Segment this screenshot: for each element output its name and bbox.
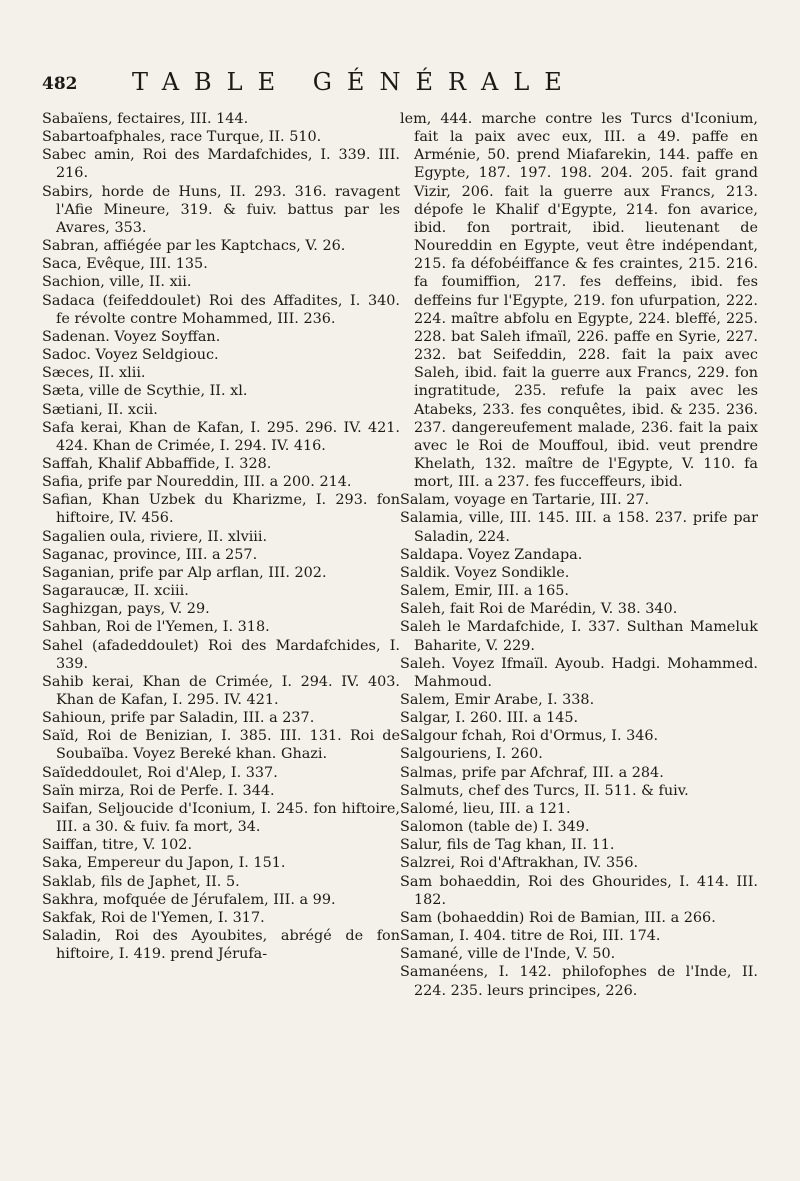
index-entry: Sætiani, II. xcii.	[42, 401, 158, 418]
index-entry: Safa kerai, Khan de Kafan, I. 295. 296. IV. 421. 424. Khan de Crimée, I. 294. IV. 416.	[42, 419, 400, 454]
index-entry: Sahioun, prife par Saladin, III. a 237.	[42, 710, 315, 727]
index-entry: Sagalien oula, riviere, II. xlviii.	[42, 528, 268, 545]
index-entry: Saca, Evêque, III. 135.	[42, 256, 208, 273]
index-entry: Sadenan. Voyez Soyffan.	[42, 328, 221, 345]
index-entry: Salgour fchah, Roi d'Ormus, I. 346.	[400, 728, 659, 745]
index-entry: Saganac, province, III. a 257.	[42, 546, 258, 563]
index-entry: Samanéens, I. 142. philofophes de l'Inde, II. 224. 235. leurs principes, 226.	[400, 964, 758, 999]
index-entry: Sabirs, horde de Huns, II. 293. 316. ravagent l'Afie Mineure, 319. & fuiv. battus par les Avares, 353.	[42, 183, 400, 236]
index-entry: Saiffan, titre, V. 102.	[42, 837, 193, 854]
index-entry: Sabartoafphales, race Turque, II. 510.	[42, 129, 322, 146]
index-entry: Salgar, I. 260. III. a 145.	[400, 710, 579, 727]
index-entry: Sabran, affiégée par les Kaptchacs, V. 26.	[42, 238, 346, 255]
index-entry: Sachion, ville, II. xii.	[42, 274, 192, 291]
index-entry: Sam bohaeddin, Roi des Ghourides, I. 414. III. 182.	[400, 873, 758, 908]
index-entry: Safian, Khan Uzbek du Kharizme, I. 293. fon hiftoire, IV. 456.	[42, 492, 400, 527]
index-entry: Saïn mirza, Roi de Perfe. I. 344.	[42, 782, 275, 799]
index-entry: Sagaraucæ, II. xciii.	[42, 583, 189, 600]
index-entry: Saleh. Voyez Ifmaïl. Ayoub. Hadgi. Mohammed. Mahmoud.	[400, 655, 758, 690]
index-entry: Sam (bohaeddin) Roi de Bamian, III. a 266.	[400, 909, 716, 926]
index-entry: Saleh le Mardafchide, I. 337. Sulthan Mameluk Baharite, V. 229.	[400, 619, 758, 654]
index-entry: Salem, Emir, III. a 165.	[400, 583, 569, 600]
index-entry: Salem, Emir Arabe, I. 338.	[400, 692, 595, 708]
index-entry: Salomon (table de) I. 349.	[400, 819, 590, 836]
index-entry: Sakfak, Roi de l'Yemen, I. 317.	[42, 909, 265, 926]
index-entry: Salmas, prife par Afchraf, III. a 284.	[400, 764, 664, 781]
index-entry: Samané, ville de l'Inde, V. 50.	[400, 946, 616, 963]
index-entry: Salgouriens, I. 260.	[400, 746, 543, 763]
index-entry: Saman, I. 404. titre de Roi, III. 174.	[400, 928, 661, 945]
page-header	[42, 68, 762, 106]
index-entry: Sabec amin, Roi des Mardafchides, I. 339. III. 216.	[42, 147, 400, 182]
index-entry: Salmuts, chef des Turcs, II. 511. & fuiv.	[400, 782, 689, 799]
index-entry: Saleh, fait Roi de Marédin, V. 38. 340.	[400, 601, 678, 618]
index-entry: Sæta, ville de Scythie, II. xl.	[42, 383, 248, 400]
index-entry: Salomé, lieu, III. a 121.	[400, 800, 571, 817]
index-entry: Saladin, Roi des Ayoubites, abrégé de fon hiftoire, I. 419. prend Jérufa-	[42, 928, 400, 963]
index-entry: Sabaïens, fectaires, III. 144.	[42, 111, 249, 127]
index-entry: Sahel (afadeddoulet) Roi des Mardafchides, I. 339.	[42, 637, 400, 672]
index-entry: Saghizgan, pays, V. 29.	[42, 601, 210, 618]
index-entry: Saldik. Voyez Sondikle.	[400, 564, 570, 581]
right-column	[400, 110, 758, 1170]
running-head: TABLE GÉNÉRALE	[132, 68, 577, 96]
left-column	[42, 110, 400, 1170]
index-entry: lem, 444. marche contre les Turcs d'Iconium, fait la paix avec eux, III. a 49. paffe en Arménie, 50. prend Miafarekin, 144. paffe en Egypte, 187. 197. 198. 204. 205. fait grand Vizir, 206. fait la guerre aux Francs, 213. dépofe le Khalif d'Egypte, 214. fon avarice, ibid. fon portrait, ibid. lieutenant de Noureddin en Egypte, veut être indépendant, 215. fa défobéiffance & fes craintes, 215. 216. fa foumiffion, 217. fes deffeins, ibid. fes deffeins fur l'Egypte, 219. fon ufurpation, 222. 224. maître abfolu en Egypte, 224. bleffé, 225. 228. bat Saleh ifmaïl, 226. paffe en Syrie, 227. 232. bat Seifeddin, 228. fait la paix avec Saleh, ibid. fait la guerre aux Francs, 229. fon ingratitude, 235. refufe la paix avec les Atabeks, 233. fes conquêtes, ibid. & 235. 236. 237. dangereufement malade, 236. fait la paix avec le Roi de Mouffoul, ibid. veut prendre Khelath, 132. maître de l'Egypte, V. 110. fa mort, III. a 237. fes fucceffeurs, ibid.	[400, 111, 758, 491]
index-entry: Sæces, II. xlii.	[42, 365, 146, 382]
index-entry: Salam, voyage en Tartarie, III. 27.	[400, 492, 650, 509]
index-entry: Sahban, Roi de l'Yemen, I. 318.	[42, 619, 270, 636]
index-entry: Saldapa. Voyez Zandapa.	[400, 546, 583, 563]
index-entry: Saïdeddoulet, Roi d'Alep, I. 337.	[42, 764, 278, 781]
index-entry: Saka, Empereur du Japon, I. 151.	[42, 855, 286, 872]
page-number: 482	[42, 74, 78, 94]
index-entry: Safia, prife par Noureddin, III. a 200. 214.	[42, 474, 352, 491]
index-entry: Sadoc. Voyez Seldgiouc.	[42, 347, 219, 364]
index-entry: Sakhra, mofquée de Jérufalem, III. a 99.	[42, 891, 336, 908]
index-entry: Saklab, fils de Japhet, II. 5.	[42, 873, 240, 890]
index-entry: Sahib kerai, Khan de Crimée, I. 294. IV. 403. Khan de Kafan, I. 295. IV. 421.	[42, 673, 400, 708]
index-entry: Saifan, Seljoucide d'Iconium, I. 245. fon hiftoire, III. a 30. & fuiv. fa mort, 34.	[42, 800, 400, 836]
index-entry: Salur, fils de Tag khan, II. 11.	[400, 837, 615, 854]
index-entry: Sadaca (feifeddoulet) Roi des Affadites, I. 340. fe révolte contre Mohammed, III. 236.	[42, 292, 400, 327]
index-entry: Saffah, Khalif Abbaffide, I. 328.	[42, 455, 272, 472]
index-entry: Salamia, ville, III. 145. III. a 158. 237. prife par Saladin, 224.	[400, 510, 758, 545]
index-entry: Saïd, Roi de Benizian, I. 385. III. 131. Roi de Soubaïba. Voyez Bereké khan. Ghazi.	[42, 728, 400, 763]
index-entry: Salzrei, Roi d'Aftrakhan, IV. 356.	[400, 855, 639, 872]
index-entry: Saganian, prife par Alp arflan, III. 202.	[42, 564, 327, 581]
